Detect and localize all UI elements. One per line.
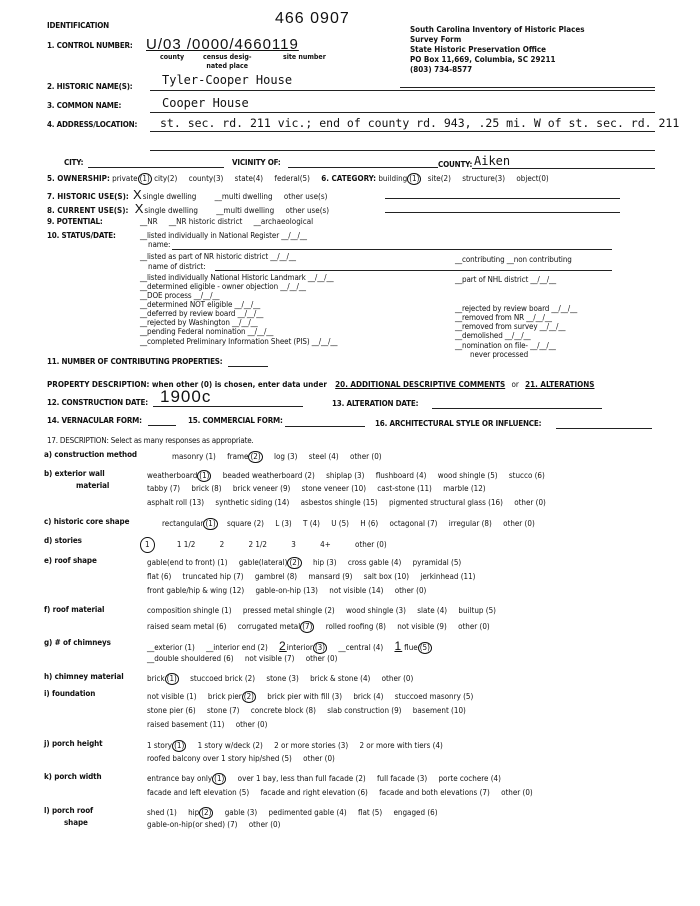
option-selected[interactable]: 1 flue (5)	[394, 639, 430, 653]
option[interactable]: 2 1/2	[248, 540, 267, 549]
option-selected[interactable]: corrugated metal (7)	[237, 622, 313, 631]
option[interactable]: pressed metal shingle (2)	[242, 606, 335, 615]
construction-method-label: a) construction method	[44, 450, 137, 459]
potential-label: 9. POTENTIAL:	[47, 217, 103, 226]
option[interactable]: 1 1/2	[176, 540, 196, 549]
or-text: or	[511, 380, 519, 389]
option[interactable]: octagonal (7)	[389, 519, 438, 528]
option[interactable]: other (0)	[514, 498, 546, 507]
additional-comments-ref: 20. ADDITIONAL DESCRIPTIVE COMMENTS	[335, 380, 506, 389]
option[interactable]: other (0)	[501, 788, 533, 797]
option[interactable]: beaded weatherboard (2)	[222, 471, 315, 480]
opt-city[interactable]: city(2)	[154, 174, 178, 183]
status-option[interactable]: __rejected by Washington __/__/__	[140, 318, 258, 327]
option-selected[interactable]: brick pier (2)	[207, 692, 254, 701]
status-option-note: never processed	[470, 350, 529, 359]
status-option[interactable]: __part of NHL district __/__/__	[455, 275, 557, 284]
address-label: 4. ADDRESS/LOCATION:	[47, 120, 138, 129]
foundation-options-3	[147, 720, 276, 729]
option[interactable]: marble (12)	[443, 484, 486, 493]
exterior-wall-label-2: material	[76, 481, 110, 490]
option[interactable]: pyramidal (5)	[412, 558, 462, 567]
option[interactable]: gable(end to front) (1)	[147, 558, 228, 567]
construction-date-value[interactable]: 1900c	[160, 387, 212, 406]
category-label: 6. CATEGORY:	[321, 174, 377, 183]
option[interactable]: other (0)	[458, 622, 490, 631]
handwritten-number: 466 0907	[275, 10, 350, 27]
option-selected[interactable]: gable(lateral) (2)	[238, 558, 300, 567]
foundation-label: i) foundation	[44, 689, 96, 698]
option-selected[interactable]: 2interior (3)	[279, 639, 326, 653]
option[interactable]: 3	[291, 540, 296, 549]
control-number-value[interactable]: U/03 /0000/4660119	[146, 36, 299, 53]
porch-width-options-2	[147, 788, 542, 797]
option[interactable]: front gable/hip & wing (12)	[147, 586, 245, 595]
option[interactable]: pigmented structural glass (16)	[389, 498, 503, 507]
agency-line: Survey Form	[410, 35, 462, 44]
option[interactable]: L (3)	[275, 519, 292, 528]
porch-roof-options	[147, 807, 447, 819]
opt-multi-dwelling[interactable]: __multi dwelling	[214, 192, 273, 201]
description-instructions: 17. DESCRIPTION: Select as many responses as appropriate.	[47, 436, 254, 445]
district-name-label: name of district:	[148, 262, 206, 271]
porch-height-options-2	[147, 754, 344, 763]
option[interactable]: rolled roofing (8)	[325, 622, 386, 631]
option[interactable]: truncated hip (7)	[182, 572, 244, 581]
common-name-value[interactable]: Cooper House	[162, 96, 249, 110]
potential-row	[140, 217, 322, 226]
option[interactable]: facade and both elevations (7)	[379, 788, 490, 797]
core-shape-label: c) historic core shape	[44, 517, 130, 526]
status-option[interactable]: __determined eligible - owner objection __/__/__	[140, 282, 306, 291]
option[interactable]: builtup (5)	[458, 606, 496, 615]
option[interactable]: stone (3)	[266, 674, 299, 683]
option[interactable]: raised seam metal (6)	[147, 622, 227, 631]
status-option[interactable]: __completed Preliminary Information Sheet (PIS) __/__/__	[140, 337, 338, 346]
option-selected[interactable]: entrance bay only (1)	[147, 774, 225, 783]
option[interactable]: cast-stone (11)	[377, 484, 432, 493]
status-option[interactable]: __listed individually in National Register __/__/__	[140, 231, 307, 240]
option[interactable]: H (6)	[360, 519, 379, 528]
exterior-wall-options-3	[147, 498, 555, 507]
roof-shape-options-3	[147, 586, 435, 595]
alteration-date-label: 13. ALTERATION DATE:	[332, 399, 419, 408]
option[interactable]: stone pier (6)	[147, 706, 196, 715]
option[interactable]: brick veneer (9)	[232, 484, 291, 493]
option[interactable]: synthetic siding (14)	[215, 498, 290, 507]
option[interactable]: hip (3)	[312, 558, 337, 567]
alterations-ref: 21. ALTERATIONS	[525, 380, 595, 389]
historic-name-label: 2. HISTORIC NAME(S):	[47, 82, 133, 91]
option[interactable]: stucco (6)	[508, 471, 545, 480]
option-selected[interactable]: brick (1)	[147, 674, 177, 683]
opt-other-uses[interactable]: other use(s)	[283, 192, 328, 201]
option[interactable]: composition shingle (1)	[147, 606, 232, 615]
roof-shape-label: e) roof shape	[44, 556, 97, 565]
option[interactable]: stone (7)	[206, 706, 240, 715]
option[interactable]: not visible (14)	[329, 586, 384, 595]
option[interactable]: not visible (1)	[147, 692, 197, 701]
status-option[interactable]: __determined NOT eligible __/__/__	[140, 300, 261, 309]
county-sublabel: county	[160, 53, 185, 61]
option[interactable]: flushboard (4)	[375, 471, 427, 480]
agency-block	[410, 25, 585, 75]
option[interactable]: stuccoed masonry (5)	[394, 692, 474, 701]
option[interactable]: gable (3)	[224, 808, 258, 817]
opt-multi-dwelling[interactable]: __multi dwelling	[216, 206, 275, 215]
option[interactable]: slab construction (9)	[327, 706, 402, 715]
option[interactable]: other (0)	[381, 674, 414, 683]
opt-object[interactable]: object(0)	[516, 174, 549, 183]
status-option[interactable]: __rejected by review board __/__/__	[455, 304, 578, 313]
current-use-row	[47, 201, 338, 216]
option[interactable]: facade and right elevation (6)	[260, 788, 368, 797]
option[interactable]: cross gable (4)	[347, 558, 402, 567]
option[interactable]: log (3)	[273, 452, 298, 461]
porch-width-label: k) porch width	[44, 772, 102, 781]
option[interactable]: stuccoed brick (2)	[190, 674, 256, 683]
historic-use-label: 7. HISTORIC USE(S):	[47, 192, 129, 201]
construction-date-label: 12. CONSTRUCTION DATE:	[47, 398, 148, 407]
option[interactable]: pedimented gable (4)	[268, 808, 347, 817]
stories-options	[140, 537, 396, 553]
option[interactable]: gable-on-hip(or shed) (7)	[147, 820, 238, 829]
property-description-text: PROPERTY DESCRIPTION: when other (0) is chosen, enter data under	[47, 380, 327, 389]
agency-line: (803) 734-8577	[410, 65, 473, 74]
option[interactable]: other (0)	[248, 820, 281, 829]
option[interactable]: jerkinhead (11)	[420, 572, 476, 581]
option[interactable]: over 1 bay, less than full facade (2)	[237, 774, 366, 783]
status-option[interactable]: __DOE process __/__/__	[140, 291, 220, 300]
opt-archaeological[interactable]: __archaeological	[253, 217, 314, 226]
exterior-wall-options	[147, 470, 554, 482]
option[interactable]: flat (6)	[147, 572, 172, 581]
option[interactable]: slate (4)	[417, 606, 448, 615]
option[interactable]: wood shingle (3)	[346, 606, 406, 615]
option-selected[interactable]: 1 story (1)	[147, 741, 185, 750]
option[interactable]: full facade (3)	[377, 774, 428, 783]
check-mark: X	[133, 187, 143, 202]
option[interactable]: steel (4)	[308, 452, 339, 461]
option[interactable]: other (0)	[303, 754, 335, 763]
common-name-label: 3. COMMON NAME:	[47, 101, 122, 110]
chimneys-options-2	[147, 654, 346, 663]
foundation-options	[147, 691, 482, 703]
site-number-sublabel: site number	[283, 53, 326, 61]
option[interactable]: irregular (8)	[448, 519, 492, 528]
option[interactable]: asbestos shingle (15)	[300, 498, 378, 507]
porch-roof-label-2: shape	[64, 818, 88, 827]
county-label: COUNTY:	[438, 160, 473, 169]
ownership-row	[47, 173, 558, 185]
option[interactable]: other (0)	[355, 540, 387, 549]
porch-width-options	[147, 773, 510, 785]
option[interactable]: tabby (7)	[147, 484, 181, 493]
census-sublabel: census desig- nated place	[203, 53, 252, 70]
vernacular-form-label: 14. VERNACULAR FORM:	[47, 416, 142, 425]
construction-method-options	[172, 451, 391, 463]
exterior-wall-label: b) exterior wall	[44, 469, 105, 478]
option[interactable]: 2 or more with tiers (4)	[359, 741, 443, 750]
option[interactable]: other (0)	[305, 654, 338, 663]
opt-nr[interactable]: __NR	[140, 217, 158, 226]
option[interactable]: square (2)	[226, 519, 264, 528]
option[interactable]: asphalt roll (13)	[147, 498, 205, 507]
check-mark: X	[134, 201, 145, 216]
roof-material-label: f) roof material	[44, 605, 105, 614]
option-selected[interactable]: frame (2)	[227, 452, 261, 461]
option[interactable]: flat (5)	[357, 808, 383, 817]
option-selected[interactable]: hip (2)	[188, 808, 212, 817]
city-label: CITY:	[64, 158, 84, 167]
option-selected[interactable]: weatherboard (1)	[147, 471, 210, 480]
option[interactable]: U (5)	[331, 519, 349, 528]
status-name-label: name:	[148, 240, 171, 249]
option[interactable]: roofed balcony over 1 story hip/shed (5)	[147, 754, 292, 763]
porch-roof-options-2	[147, 820, 289, 829]
option[interactable]: brick (4)	[353, 692, 384, 701]
opt-single-dwelling[interactable]: single dwelling	[144, 206, 198, 215]
opt-building[interactable]: building (1)	[378, 174, 420, 183]
contributing-properties-label: 11. NUMBER OF CONTRIBUTING PROPERTIES:	[47, 357, 223, 366]
option[interactable]: salt box (10)	[363, 572, 410, 581]
status-option[interactable]: __demolished __/__/__	[455, 331, 531, 340]
status-option[interactable]: __nomination on file- __/__/__	[455, 341, 556, 350]
opt-nr-district[interactable]: __NR historic district	[168, 217, 243, 226]
agency-line: PO Box 11,669, Columbia, SC 29211	[410, 55, 556, 64]
status-option[interactable]: __removed from survey __/__/__	[455, 322, 566, 331]
opt-structure[interactable]: structure(3)	[462, 174, 506, 183]
status-label: 10. STATUS/DATE:	[47, 231, 116, 240]
status-option[interactable]: __deferred by review board __/__/__	[140, 309, 264, 318]
status-option[interactable]: __pending Federal nomination __/__/__	[140, 327, 274, 336]
option[interactable]: raised basement (11)	[147, 720, 225, 729]
roof-material-options-2	[147, 621, 499, 633]
option[interactable]: engaged (6)	[393, 808, 438, 817]
option[interactable]: brick & stone (4)	[310, 674, 371, 683]
option[interactable]: other (0)	[349, 452, 382, 461]
chimneys-label: g) # of chimneys	[44, 638, 111, 647]
chimney-material-label: h) chimney material	[44, 672, 124, 681]
porch-height-label: j) porch height	[44, 739, 103, 748]
commercial-form-label: 15. COMMERCIAL FORM:	[188, 416, 283, 425]
property-description-note	[47, 380, 594, 389]
option[interactable]: mansard (9)	[308, 572, 353, 581]
opt-single-dwelling[interactable]: single dwelling	[142, 192, 197, 201]
ownership-label: 5. OWNERSHIP:	[47, 174, 110, 183]
option[interactable]: other (0)	[503, 519, 535, 528]
stories-label: d) stories	[44, 536, 82, 545]
option[interactable]: 2	[219, 540, 225, 549]
option[interactable]: masonry (1)	[172, 452, 216, 461]
option[interactable]: wood shingle (5)	[437, 471, 498, 480]
option[interactable]: facade and left elevation (5)	[147, 788, 250, 797]
option[interactable]: stone veneer (10)	[301, 484, 366, 493]
exterior-wall-options-2	[147, 484, 495, 493]
opt-private[interactable]: private (1)	[112, 174, 150, 183]
opt-state[interactable]: state(4)	[234, 174, 264, 183]
option[interactable]: __double shouldered (6)	[147, 654, 234, 663]
opt-county[interactable]: county(3)	[188, 174, 224, 183]
porch-roof-label: l) porch roof	[44, 806, 94, 815]
roof-shape-options-2	[147, 572, 484, 581]
section-heading: IDENTIFICATION	[47, 21, 109, 30]
status-option[interactable]: __listed as part of NR historic district __/__/__	[140, 252, 296, 261]
status-option[interactable]: __listed individually National Historic Landmark __/__/__	[140, 273, 334, 282]
option[interactable]: not visible (9)	[397, 622, 447, 631]
option[interactable]: T (4)	[303, 519, 320, 528]
control-number-label: 1. CONTROL NUMBER:	[47, 41, 133, 50]
option[interactable]: brick pier with fill (3)	[267, 692, 343, 701]
option[interactable]: 4+	[320, 540, 331, 549]
option[interactable]: gable-on-hip (13)	[255, 586, 318, 595]
option[interactable]: shed (1)	[147, 808, 177, 817]
opt-site[interactable]: site(2)	[427, 174, 451, 183]
current-use-label: 8. CURRENT USE(S):	[47, 206, 129, 215]
option[interactable]: other (0)	[394, 586, 427, 595]
option[interactable]: 2 or more stories (3)	[274, 741, 349, 750]
chimney-material-options	[147, 673, 422, 685]
option[interactable]: __exterior (1)	[147, 643, 195, 652]
status-option[interactable]: __contributing __non contributing	[455, 255, 572, 264]
address-value[interactable]: st. sec. rd. 211 vic.; end of county rd. 943, .25 mi. W of st. sec. rd. 211	[160, 116, 680, 130]
vicinity-label: VICINITY OF:	[232, 158, 281, 167]
option[interactable]: shiplap (3)	[326, 471, 365, 480]
foundation-options-2	[147, 706, 475, 715]
option-selected[interactable]: 1	[140, 537, 155, 553]
status-option[interactable]: __removed from NR __/__/__	[455, 313, 552, 322]
option[interactable]: 1 story w/deck (2)	[197, 741, 263, 750]
option[interactable]: gambrel (8)	[254, 572, 298, 581]
roof-shape-options	[147, 557, 470, 569]
option[interactable]: __central (4)	[338, 643, 384, 652]
porch-height-options	[147, 740, 452, 752]
option[interactable]: brick (8)	[191, 484, 222, 493]
opt-other-uses[interactable]: other use(s)	[285, 206, 330, 215]
agency-line: State Historic Preservation Office	[410, 45, 546, 54]
option[interactable]: concrete block (8)	[250, 706, 316, 715]
architectural-style-label: 16. ARCHITECTURAL STYLE OR INFLUENCE:	[375, 419, 542, 428]
agency-line: South Carolina Inventory of Historic Places	[410, 25, 585, 34]
option-selected[interactable]: rectangular (1)	[162, 519, 216, 528]
historic-name-value[interactable]: Tyler-Cooper House	[162, 73, 293, 87]
roof-material-options	[147, 606, 505, 615]
option[interactable]: porte cochere (4)	[438, 774, 501, 783]
county-value[interactable]: Aiken	[474, 154, 511, 168]
core-shape-options	[162, 518, 544, 530]
option[interactable]: not visible (7)	[244, 654, 295, 663]
option[interactable]: other (0)	[235, 720, 268, 729]
historic-use-row	[47, 187, 336, 202]
option[interactable]: __interior end (2)	[206, 643, 268, 652]
option[interactable]: basement (10)	[412, 706, 466, 715]
opt-federal[interactable]: federal(5)	[274, 174, 310, 183]
chimneys-options	[147, 639, 441, 654]
